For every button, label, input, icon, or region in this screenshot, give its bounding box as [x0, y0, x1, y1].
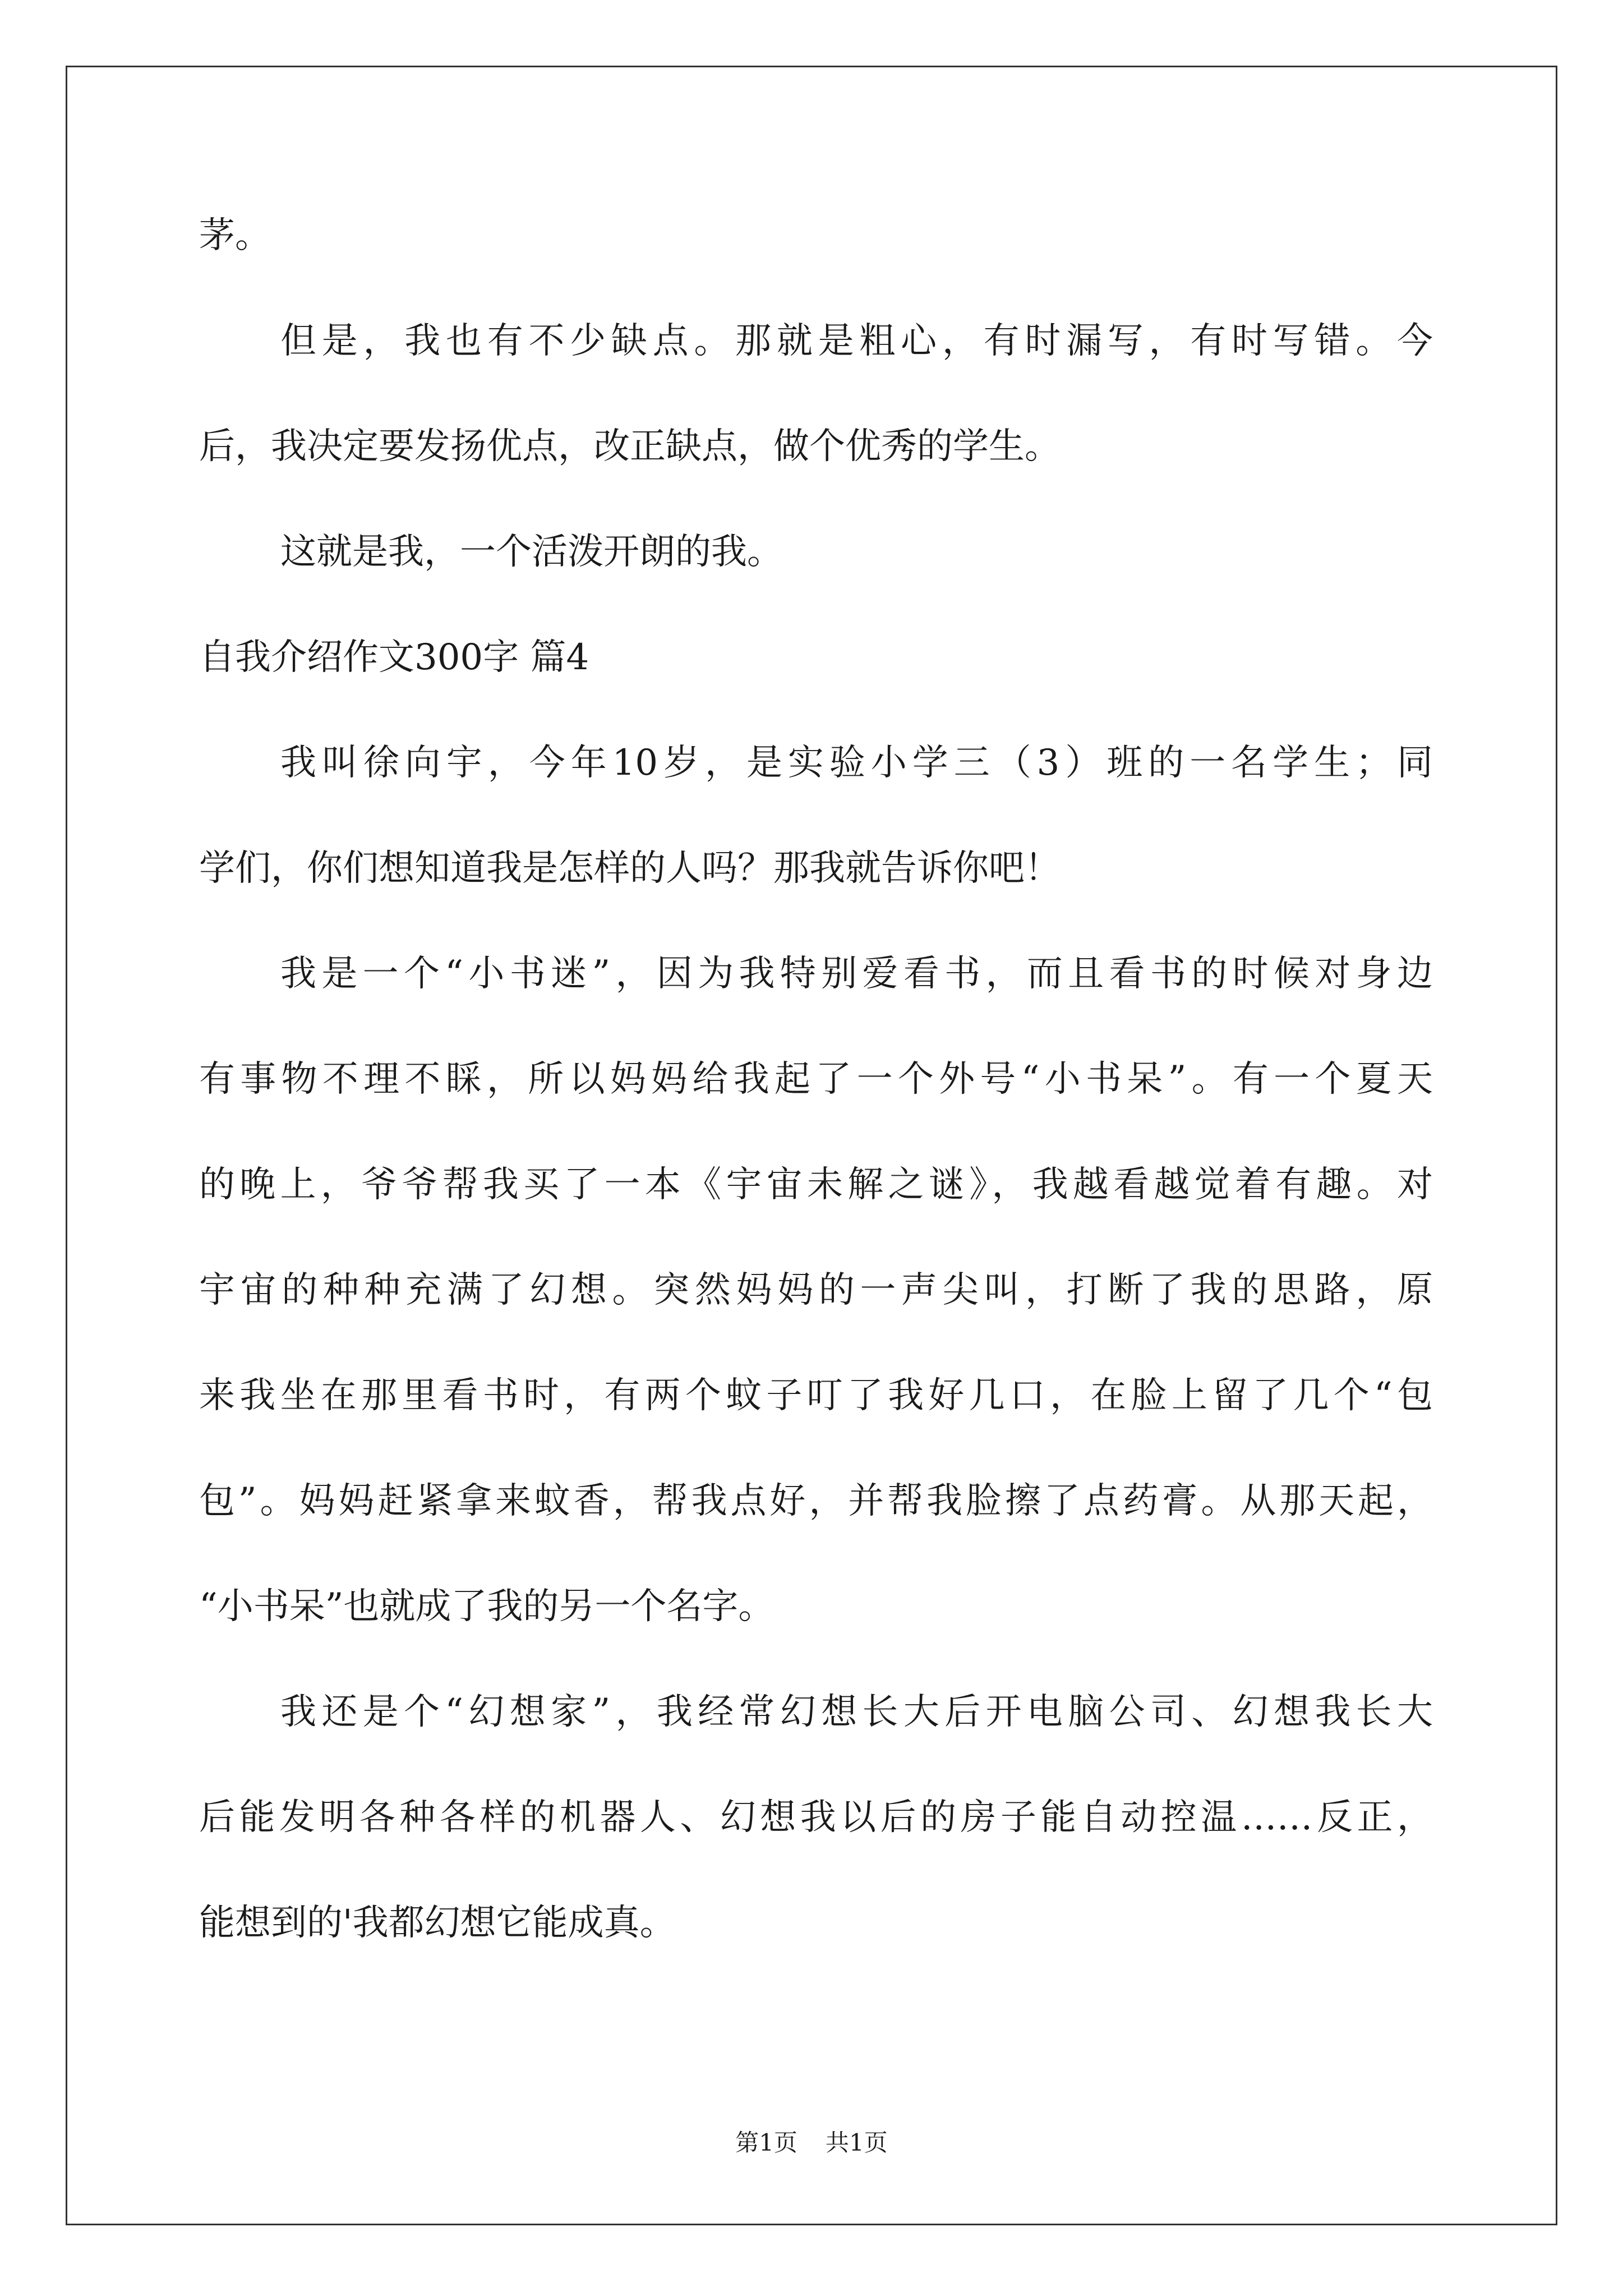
paragraph-line: 宇宙的种种充满了幻想。突然妈妈的一声尖叫，打断了我的思路，原: [199, 1269, 1433, 1311]
paragraph-line: 茅。: [199, 215, 271, 256]
paragraph-line: 后，我决定要发扬优点，改正缺点，做个优秀的学生。: [199, 426, 1061, 467]
page-footer: [0, 2129, 1623, 2157]
document-body: [199, 213, 1433, 2006]
paragraph-line: 我是一个“小书迷”，因为我特别爱看书，而且看书的时候对身边: [280, 953, 1433, 995]
paragraph-line: 能想到的'我都幻想它能成真。: [199, 1902, 676, 1944]
paragraph-line: 我叫徐向宇，今年10岁，是实验小学三（3）班的一名学生；同: [280, 742, 1433, 784]
paragraph-line: 的晚上，爷爷帮我买了一本《宇宙未解之谜》，我越看越觉着有趣。对: [199, 1164, 1433, 1205]
paragraph-line: “小书呆”也就成了我的另一个名字。: [199, 1586, 774, 1627]
section-heading: 自我介绍作文300字 篇4: [199, 637, 589, 678]
page-number: 第1页: [735, 2129, 797, 2156]
paragraph-line: 包”。妈妈赶紧拿来蚊香，帮我点好，并帮我脸擦了点药膏。从那天起，: [199, 1480, 1433, 1522]
paragraph-line: 学们，你们想知道我是怎样的人吗？那我就告诉你吧！: [199, 848, 1061, 889]
paragraph-line: 这就是我，一个活泼开朗的我。: [280, 531, 783, 573]
paragraph-line: 后能发明各种各样的机器人、幻想我以后的房子能自动控温……反正，: [199, 1797, 1433, 1838]
paragraph-line: 来我坐在那里看书时，有两个蚊子叮了我好几口，在脸上留了几个“包: [199, 1375, 1433, 1416]
paragraph-line: 我还是个“幻想家”，我经常幻想长大后开电脑公司、幻想我长大: [280, 1691, 1433, 1733]
paragraph-line: 但是，我也有不少缺点。那就是粗心，有时漏写，有时写错。今: [280, 320, 1433, 362]
paragraph-line: 有事物不理不睬，所以妈妈给我起了一个外号“小书呆”。有一个夏天: [199, 1059, 1433, 1100]
page-total: 共1页: [826, 2129, 888, 2156]
